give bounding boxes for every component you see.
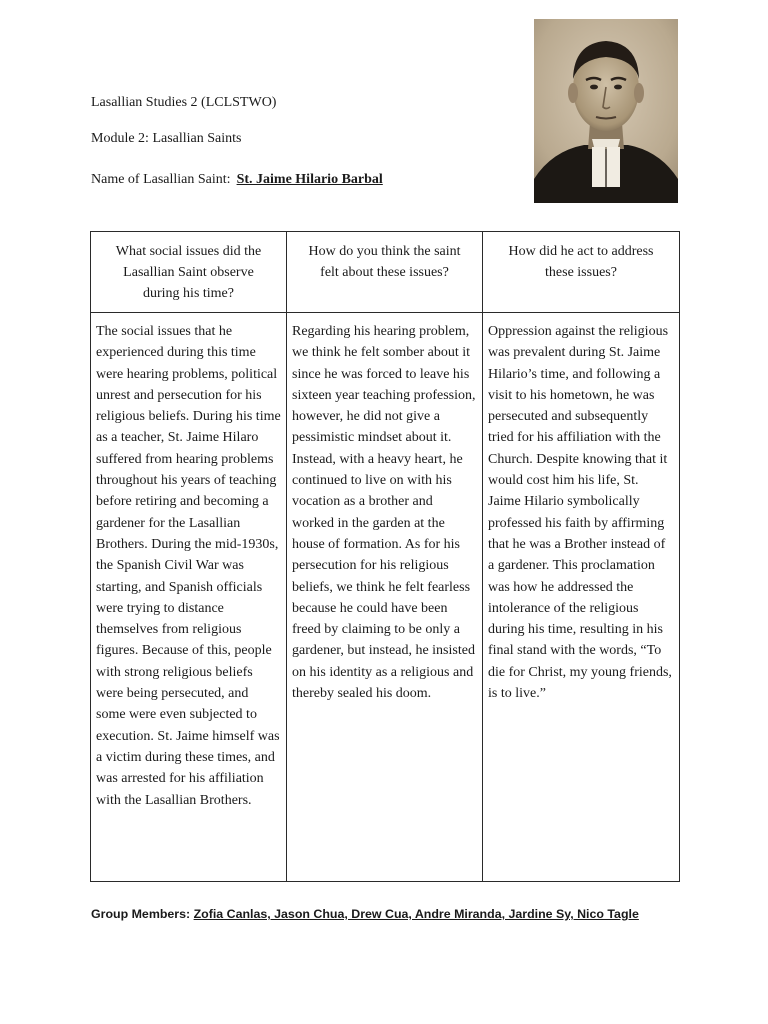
column-header-social-issues: What social issues did the Lasallian Saint observe during his time? (91, 232, 287, 313)
column-header-saint-actions: How did he act to address these issues? (483, 232, 680, 313)
group-members-line (91, 907, 639, 921)
saint-name-line (91, 172, 383, 188)
table-header-row (91, 232, 680, 313)
cell-saint-actions: Oppression against the religious was prevalent during St. Jaime Hilario’s time, and following a visit to his hometown, he was persecuted and subsequently tried for his affiliation with the Church. Despite knowing that it would cost him his life, St. Jaime Hilario symbolically professed his faith by affirming that he was a Brother instead of a gardener. This proclamation was how he addressed the intolerance of the religious during his time, resulting in his final stand with the words, “To die for Christ, my young friends, is to live.” (483, 313, 680, 882)
column-header-saint-feelings: How do you think the saint felt about these issues? (287, 232, 483, 313)
module-title: Module 2: Lasallian Saints (91, 131, 242, 146)
saint-reflection-table (90, 231, 680, 882)
saint-portrait-photo (534, 19, 678, 203)
group-members-names: Zofia Canlas, Jason Chua, Drew Cua, Andre Miranda, Jardine Sy, Nico Tagle (193, 907, 639, 921)
course-title: Lasallian Studies 2 (LCLSTWO) (91, 95, 277, 110)
cell-social-issues: The social issues that he experienced during this time were hearing problems, political unrest and persecution for his religious beliefs. During his time as a teacher, St. Jaime Hilaro suffered from hearing problems throughout his years of teaching before retiring and becoming a gardener for the Lasallian Brothers. During the mid-1930s, the Spanish Civil War was starting, and Spanish officials were trying to distance themselves from religious figures. Because of this, people with strong religious beliefs were being persecuted, and some were even subjected to execution. St. Jaime himself was a victim during these times, and was arrested for his affiliation with the Lasallian Brothers. (91, 313, 287, 882)
saint-name-label: Name of Lasallian Saint: (91, 172, 231, 187)
group-members-label: Group Members: (91, 907, 191, 921)
table-row (91, 313, 680, 882)
cell-saint-feelings: Regarding his hearing problem, we think he felt somber about it since he was forced to leave his sixteen year teaching profession, however, he did not give a pessimistic mindset about it. Instead, with a heavy heart, he continued to live on with his vocation as a brother and worked in the garden at the house of formation. As for his persecution for his religious beliefs, we think he felt fearless because he could have been freed by claiming to be only a gardener, but instead, he insisted on his identity as a religious and thereby sealed his doom. (287, 313, 483, 882)
saint-name-value: St. Jaime Hilario Barbal (236, 172, 383, 187)
